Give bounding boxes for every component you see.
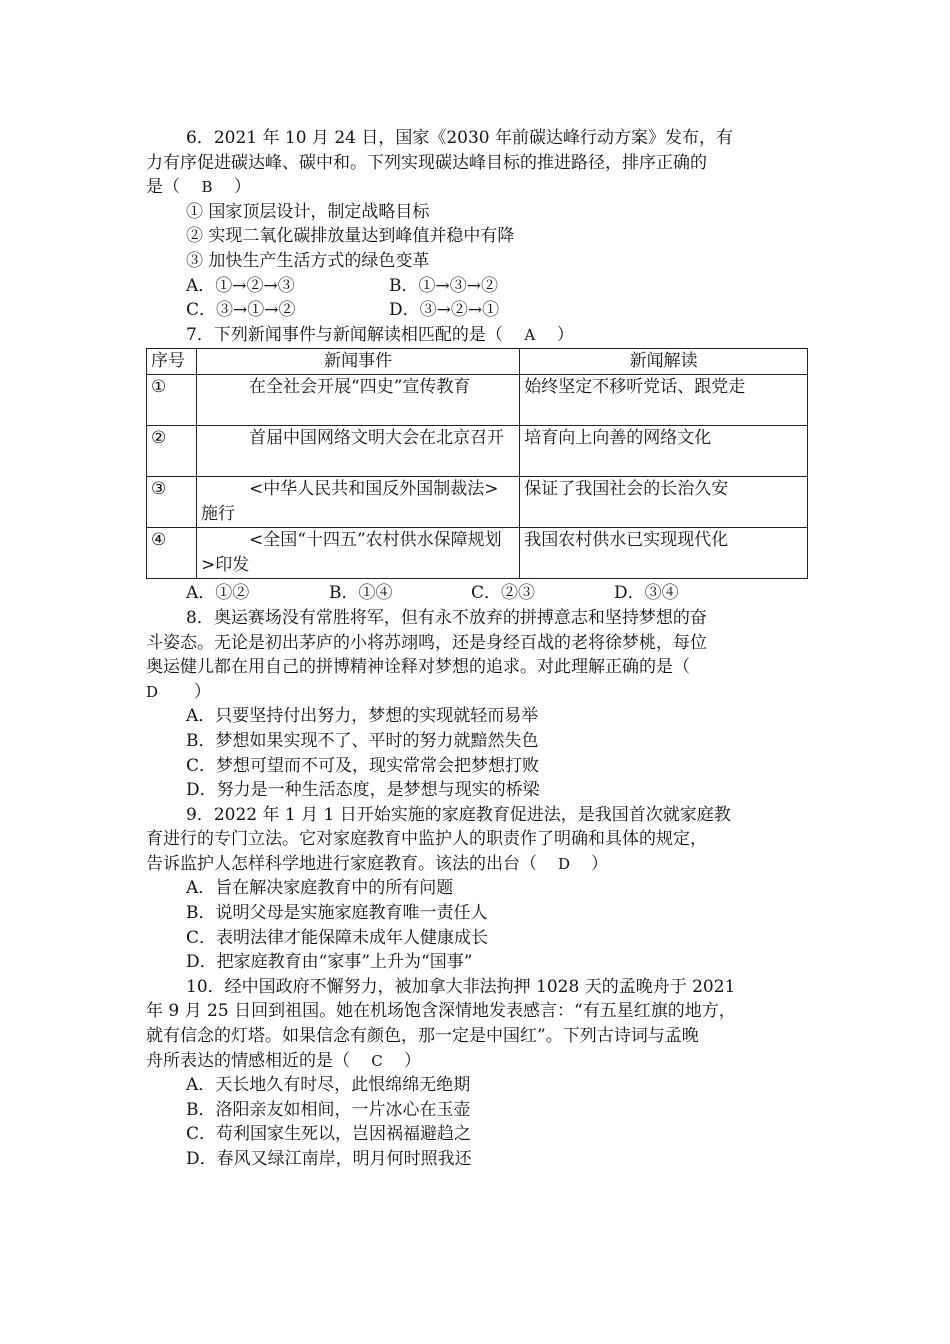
q10-option-b[interactable]: B．洛阳亲友如相间，一片冰心在玉壶 (186, 1099, 471, 1120)
q6-options-row-1 (146, 274, 814, 299)
question-7 (146, 323, 814, 606)
q8-stem-line-2: 斗姿态。无论是初出茅庐的小将苏翊鸣，还是身经百战的老将徐梦桃，每位 (146, 632, 707, 653)
q8-option-d[interactable]: D．努力是一种生活态度，是梦想与现实的桥梁 (186, 780, 540, 801)
row-number: ② (147, 426, 197, 477)
news-table (146, 348, 808, 579)
q10-option-a[interactable]: A．天长地久有时尽，此恨绵绵无绝期 (186, 1075, 471, 1096)
row-reading: 保证了我国社会的长治久安 (520, 477, 808, 528)
q7-option-c[interactable]: C．②③ (471, 583, 536, 604)
q8-option-c[interactable]: C．梦想可望而不可及，现实常常会把梦想打败 (186, 755, 540, 776)
row-event: <全国“十四五”农村供水保障规划>印发 (197, 528, 520, 579)
q8-stem-suffix: ） (194, 681, 212, 702)
row-event: 首届中国网络文明大会在北京召开 (197, 426, 520, 477)
table-row (147, 426, 808, 477)
q8-answer: D (146, 682, 159, 701)
q8-stem-line-1: 8．奥运赛场没有常胜将军，但有永不放弃的拼搏意志和坚持梦想的奋 (186, 607, 707, 628)
row-reading: 培育向上向善的网络文化 (520, 426, 808, 477)
q6-answer: B (201, 178, 213, 197)
q6-option-d[interactable]: D．③→②→① (389, 300, 500, 321)
q6-item-3: ③ 加快生产生活方式的绿色变革 (186, 250, 430, 271)
q7-stem-prefix: 7．下列新闻事件与新闻解读相匹配的是（ (186, 324, 503, 345)
q6-stem-prefix: 是（ (146, 177, 180, 198)
q10-stem-prefix: 舟所表达的情感相近的是（ (146, 1050, 350, 1071)
q7-stem (146, 323, 814, 348)
q6-stem-line-2: 力有序促进碳达峰、碳中和。下列实现碳达峰目标的推进路径，排序正确的 (146, 152, 707, 173)
q10-answer: C (371, 1051, 383, 1070)
q6-option-c[interactable]: C．③→①→② (186, 300, 296, 321)
q9-option-b[interactable]: B．说明父母是实施家庭教育唯一责任人 (186, 903, 488, 924)
q8-option-a[interactable]: A．只要坚持付出努力，梦想的实现就轻而易举 (186, 706, 539, 727)
q7-answer: A (524, 325, 536, 344)
q7-options-row (146, 581, 814, 606)
row-reading: 我国农村供水已实现现代化 (520, 528, 808, 579)
row-event: <中华人民共和国反外国制裁法>施行 (197, 477, 520, 528)
q9-stem-suffix: ） (591, 853, 608, 874)
q6-options-row-2 (146, 298, 814, 323)
table-row (147, 375, 808, 426)
question-6 (146, 126, 814, 323)
q6-item-2: ② 实现二氧化碳排放量达到峰值并稳中有降 (186, 226, 515, 247)
q10-option-d[interactable]: D．春风又绿江南岸，明月何时照我还 (186, 1149, 472, 1169)
question-9 (146, 803, 814, 975)
q6-item-1: ① 国家顶层设计，制定战略目标 (186, 201, 430, 222)
q9-stem-line-2: 育进行的专门立法。它对家庭教育中监护人的职责作了明确和具体的规定， (146, 829, 707, 850)
q7-option-a[interactable]: A．①② (186, 583, 250, 604)
q9-option-c[interactable]: C．表明法律才能保障未成年人健康成长 (186, 927, 489, 948)
q6-stem-line-1: 6．2021 年 10 月 24 日，国家《2030 年前碳达峰行动方案》发布，有 (186, 128, 734, 148)
q10-stem-line-3: 就有信念的灯塔。如果信念有颜色，那一定是中国红”。下列古诗词与孟晚 (146, 1026, 699, 1047)
question-10 (146, 975, 814, 1172)
q6-option-b[interactable]: B．①→③→② (389, 275, 498, 296)
q9-option-d[interactable]: D．把家庭教育由“家事”上升为“国事” (186, 952, 473, 973)
q9-stem-prefix: 告诉监护人怎样科学地进行家庭教育。该法的出台（ (146, 853, 537, 874)
q9-stem-line-3 (146, 852, 814, 877)
exam-content (146, 126, 814, 1172)
q8-option-b[interactable]: B．梦想如果实现不了、平时的努力就黯然失色 (186, 730, 539, 751)
q9-stem-line-1: 9．2022 年 1 月 1 日开始实施的家庭教育促进法，是我国首次就家庭教 (186, 804, 731, 825)
q10-option-c[interactable]: C．苟利国家生死以，岂因祸福避趋之 (186, 1124, 472, 1145)
header-event: 新闻事件 (197, 349, 520, 375)
q7-option-b[interactable]: B．①④ (329, 583, 393, 604)
q8-stem-line-3: 奥运健儿都在用自己的拼博精神诠释对梦想的追求。对此理解正确的是（ (146, 657, 690, 678)
q10-stem-suffix: ） (404, 1050, 421, 1071)
q9-answer: D (557, 854, 571, 873)
q9-option-a[interactable]: A．旨在解决家庭教育中的所有问题 (186, 878, 454, 899)
q10-stem-line-4 (146, 1049, 814, 1074)
header-number: 序号 (147, 349, 197, 375)
q6-stem-suffix: ） (234, 177, 251, 198)
row-number: ④ (147, 528, 197, 579)
q7-option-d[interactable]: D．③④ (614, 583, 679, 604)
q8-stem-line-4 (146, 680, 814, 705)
table-row (147, 477, 808, 528)
row-number: ③ (147, 477, 197, 528)
q6-option-a[interactable]: A．①→②→③ (186, 275, 295, 296)
header-reading: 新闻解读 (520, 349, 808, 375)
news-table-header (147, 349, 808, 375)
table-row (147, 528, 808, 579)
q10-stem-line-1: 10．经中国政府不懈努力，被加拿大非法拘押 1028 天的孟晚舟于 2021 (186, 976, 736, 997)
row-event: 在全社会开展“四史”宣传教育 (197, 375, 520, 426)
q6-stem-line-3 (146, 175, 814, 200)
q10-stem-line-2: 年 9 月 25 日回到祖国。她在机场饱含深情地发表感言：“有五星红旗的地方， (146, 1001, 736, 1022)
row-number: ① (147, 375, 197, 426)
question-8 (146, 606, 814, 803)
row-reading: 始终坚定不移听党话、跟党走 (520, 375, 808, 426)
q7-stem-suffix: ） (556, 324, 574, 345)
